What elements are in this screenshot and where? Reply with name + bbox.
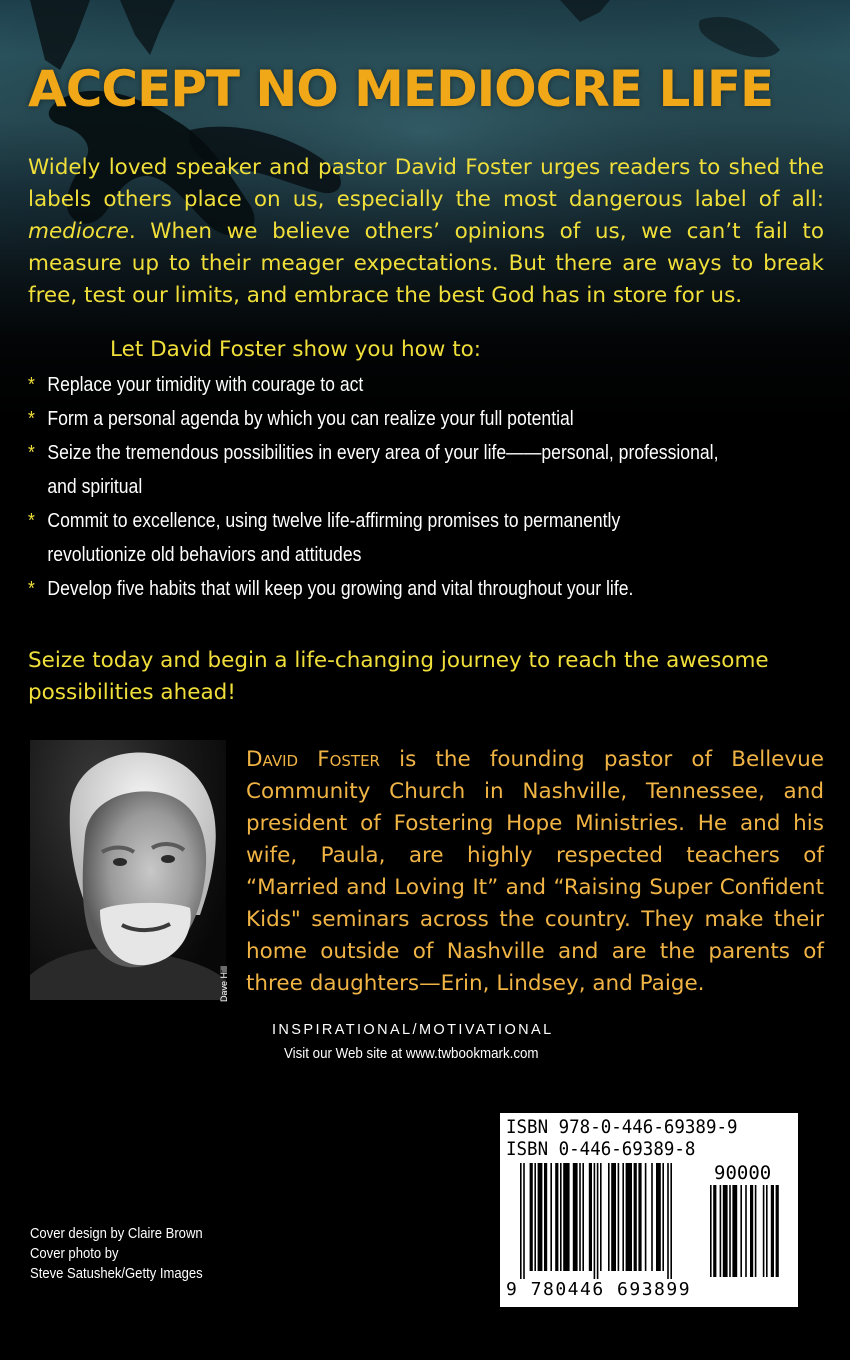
- bullet-item: [28, 402, 723, 436]
- ean-barcode-icon: [520, 1163, 704, 1283]
- barcode-bar: [634, 1163, 637, 1271]
- isbn13-label: ISBN 978-0-446-69389-9: [506, 1116, 738, 1138]
- barcode-bar: [651, 1163, 653, 1271]
- barcode-bar: [755, 1185, 757, 1277]
- bullet-star-icon: *: [28, 408, 35, 430]
- author-portrait-illustration: [30, 740, 226, 1000]
- barcode-bar: [563, 1163, 569, 1271]
- barcode-bar: [582, 1163, 584, 1271]
- bullet-lead-in: Let David Foster show you how to:: [110, 337, 482, 362]
- intro-text-2: . When we believe others’ opinions of us, we can’t fail to measure up to their meager expectations. But there are ways to break free, test our limits, and embrace the best God has in store for us.: [28, 219, 824, 308]
- cover-design-credit: Cover design by Claire Brown: [30, 1226, 203, 1242]
- barcode-bar: [766, 1185, 768, 1277]
- bullet-star-icon: *: [28, 442, 35, 464]
- bullet-star-icon: *: [28, 510, 35, 532]
- bullet-text: Develop five habits that will keep you growing and vital throughout your life.: [47, 578, 634, 600]
- bullet-star-icon: *: [28, 578, 35, 600]
- intro-emphasis: mediocre: [28, 219, 129, 244]
- barcode-bar: [573, 1163, 578, 1271]
- isbn10-label: ISBN 0-446-69389-8: [506, 1138, 696, 1160]
- barcode-bar: [723, 1185, 728, 1277]
- bullet-item: [28, 436, 723, 504]
- headline: ACCEPT NO MEDIOCRE LIFE: [28, 60, 774, 118]
- publisher-website: Visit our Web site at www.twbookmark.com: [284, 1046, 539, 1062]
- barcode-panel: [500, 1113, 798, 1307]
- bullet-item: [28, 368, 723, 402]
- barcode-bar: [534, 1163, 536, 1271]
- barcode-bar: [670, 1163, 672, 1279]
- barcode-bar: [544, 1163, 547, 1271]
- intro-paragraph: [28, 152, 824, 312]
- price-code-label: 90000: [714, 1162, 772, 1184]
- bullet-text: Commit to excellence, using twelve life-affirming promises to permanently revolutionize old behaviors and attitudes: [47, 510, 621, 566]
- barcode-bar: [710, 1185, 712, 1277]
- barcode-bar: [638, 1163, 641, 1271]
- barcode-bar: [520, 1163, 522, 1279]
- bullet-list: [28, 368, 723, 606]
- barcode-bar: [618, 1163, 620, 1271]
- barcode-bar: [667, 1163, 669, 1279]
- cover-photo-credit: Steve Satushek/Getty Images: [30, 1266, 203, 1282]
- barcode-bar: [555, 1163, 558, 1271]
- barcode-bar: [611, 1163, 616, 1271]
- barcode-bar: [729, 1185, 731, 1277]
- barcode-bar: [608, 1163, 610, 1271]
- barcode-bar: [538, 1163, 543, 1271]
- bullet-text: Seize the tremendous possibilities in every area of your life——personal, professional, and spiritual: [47, 442, 719, 498]
- genre-category: INSPIRATIONAL/MOTIVATIONAL: [272, 1022, 554, 1038]
- barcode-bar: [720, 1185, 722, 1277]
- barcode-bar: [771, 1185, 774, 1277]
- author-name: David Foster: [246, 747, 380, 772]
- closing-paragraph: Seize today and begin a life-changing journey to reach the awesome possibilities ahead!: [28, 648, 769, 705]
- barcode-bar: [550, 1163, 552, 1271]
- barcode-bar: [662, 1163, 664, 1271]
- author-photo: [30, 740, 226, 1000]
- bullet-text: Form a personal agenda by which you can realize your full potential: [47, 408, 574, 430]
- barcode-bar: [763, 1185, 765, 1277]
- barcode-bar: [530, 1163, 533, 1271]
- barcode-bar: [713, 1185, 716, 1277]
- bullet-star-icon: *: [28, 374, 35, 396]
- author-bio: [246, 744, 824, 1000]
- barcode-bar: [745, 1185, 747, 1277]
- barcode-bar: [740, 1185, 742, 1277]
- barcode-bar: [645, 1163, 647, 1271]
- bullet-item: [28, 572, 723, 606]
- ean-digits-label: 9 780446 693899: [506, 1279, 692, 1300]
- barcode-bar: [750, 1185, 753, 1277]
- cover-photo-label: Cover photo by: [30, 1246, 119, 1262]
- barcode-bar: [656, 1163, 661, 1271]
- addon-barcode-icon: [710, 1185, 792, 1279]
- photo-credit: Dave Hill: [219, 965, 229, 1002]
- bullet-item: [28, 504, 723, 572]
- barcode-bar: [560, 1163, 562, 1271]
- author-bio-text: is the founding pastor of Bellevue Community Church in Nashville, Tennessee, and president of Fostering Hope Ministries. He and his wife, Paula, are highly respected teachers of “Married and Loving It” and “Raising Super Confident Kids" seminars across the country. They make their home outside of Nashville and are the parents of three daughters—Erin, Lindsey, and Paige.: [246, 747, 824, 996]
- barcode-bar: [600, 1163, 602, 1271]
- barcode-bar: [732, 1185, 737, 1277]
- barcode-bar: [589, 1163, 592, 1271]
- bullet-text: Replace your timidity with courage to act: [47, 374, 364, 396]
- barcode-bar: [594, 1163, 596, 1279]
- intro-text-1: Widely loved speaker and pastor David Foster urges readers to shed the labels others place on us, especially the most dangerous label of all:: [28, 155, 824, 212]
- barcode-bar: [523, 1163, 525, 1279]
- barcode-bar: [597, 1163, 599, 1279]
- barcode-bar: [579, 1163, 581, 1271]
- cover-credits: [30, 1224, 203, 1284]
- barcode-bar: [622, 1163, 624, 1271]
- barcode-bar: [626, 1163, 632, 1271]
- barcode-bar: [776, 1185, 779, 1277]
